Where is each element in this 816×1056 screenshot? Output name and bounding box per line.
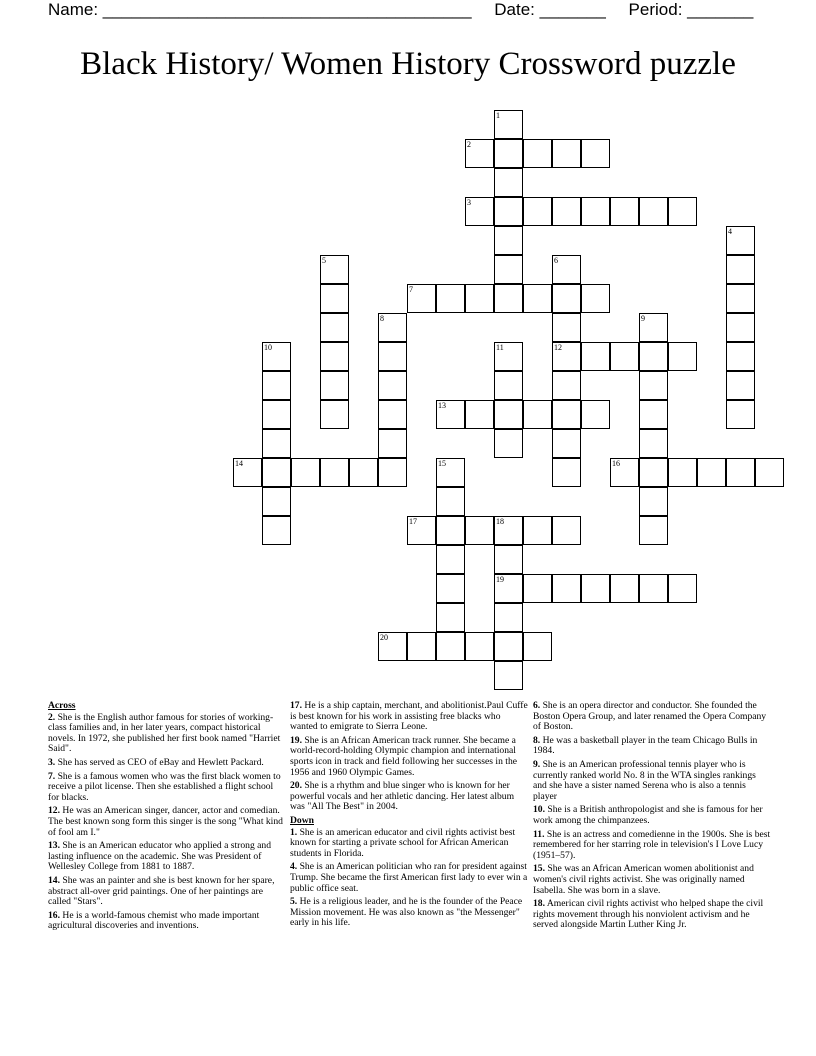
crossword-cell[interactable] (639, 429, 668, 458)
crossword-cell[interactable] (610, 197, 639, 226)
crossword-cell[interactable] (755, 458, 784, 487)
clue-num: 5. (290, 896, 298, 908)
crossword-cell[interactable] (552, 574, 581, 603)
crossword-cell[interactable] (494, 545, 523, 574)
crossword-cell[interactable] (407, 632, 436, 661)
clue-text: She has served as CEO of eBay and Hewlett Packard. (55, 756, 264, 768)
crossword-cell[interactable] (552, 400, 581, 429)
crossword-cell[interactable] (552, 139, 581, 168)
crossword-cell[interactable] (436, 516, 465, 545)
crossword-cell[interactable] (494, 371, 523, 400)
crossword-cell[interactable] (552, 516, 581, 545)
clue-text: She is an opera director and conductor. She founded the Boston Opera Group, and later renamed the Opera Company of Boston. (533, 700, 767, 733)
crossword-cell[interactable] (320, 371, 349, 400)
crossword-cell[interactable] (523, 139, 552, 168)
crossword-cell[interactable] (291, 458, 320, 487)
crossword-cell[interactable] (465, 139, 494, 168)
crossword-cell[interactable] (639, 342, 668, 371)
clue-text: She is the English author famous for stories of working-class families and, in her later years, compact historical novels. In 1972, she published her first book named "Harriet Said". (48, 711, 281, 755)
clue-num: 10. (533, 804, 545, 816)
crossword-cell[interactable] (552, 284, 581, 313)
crossword-cell[interactable] (494, 255, 523, 284)
clue-number: 3 (467, 198, 471, 207)
crossword-cell[interactable] (494, 632, 523, 661)
crossword-cell[interactable] (494, 342, 523, 371)
crossword-cell[interactable] (668, 574, 697, 603)
crossword-cell[interactable] (436, 400, 465, 429)
clue-number: 8 (380, 314, 384, 323)
clue-number: 1 (496, 111, 500, 120)
crossword-cell[interactable] (552, 313, 581, 342)
crossword-cell[interactable] (378, 371, 407, 400)
clue-text: He is a ship captain, merchant, and abolitionist.Paul Cuffe is best known for his work in assisting free blacks who wanted to emigrate to Sierra Leone. (290, 700, 528, 733)
crossword-cell[interactable] (494, 516, 523, 545)
clue-item (290, 828, 528, 860)
clue-num: 16. (48, 909, 60, 921)
clue-item (533, 701, 771, 733)
crossword-cell[interactable] (639, 574, 668, 603)
crossword-cell[interactable] (552, 458, 581, 487)
crossword-cell[interactable] (407, 284, 436, 313)
crossword-cell[interactable] (262, 487, 291, 516)
crossword-cell[interactable] (726, 458, 755, 487)
clue-number: 17 (409, 517, 417, 526)
crossword-cell[interactable] (378, 313, 407, 342)
crossword-cell[interactable] (233, 458, 262, 487)
crossword-cell[interactable] (639, 458, 668, 487)
crossword-cell[interactable] (436, 574, 465, 603)
crossword-cell[interactable] (668, 197, 697, 226)
crossword-cell[interactable] (639, 487, 668, 516)
clue-num: 4. (290, 861, 298, 873)
clue-text: She was an African American women abolitionist and women's civil rights activist. She was originally named Isabella. She was born in a slave. (533, 863, 754, 896)
crossword-cell[interactable] (378, 429, 407, 458)
crossword-cell[interactable] (262, 429, 291, 458)
crossword-cell[interactable] (378, 400, 407, 429)
clues-column-1 (48, 701, 286, 935)
crossword-cell[interactable] (262, 371, 291, 400)
clue-text: She is an American educator who applied a strong and lasting influence on the academic. She was President of Wellesley College from 1881 to 1887. (48, 840, 272, 873)
crossword-cell[interactable] (494, 574, 523, 603)
crossword-cell[interactable] (523, 632, 552, 661)
clue-num: 7. (48, 770, 56, 782)
crossword-cell[interactable] (523, 516, 552, 545)
clue-item (48, 806, 286, 838)
clue-num: 1. (290, 826, 298, 838)
clue-number: 14 (235, 459, 243, 468)
crossword-cell[interactable] (610, 342, 639, 371)
crossword-cell[interactable] (581, 284, 610, 313)
clue-num: 12. (48, 805, 60, 817)
clue-item (290, 897, 528, 929)
clue-num: 20. (290, 780, 302, 792)
crossword-cell[interactable] (320, 400, 349, 429)
crossword-cell[interactable] (494, 661, 523, 690)
crossword-cell[interactable] (668, 342, 697, 371)
crossword-cell[interactable] (320, 342, 349, 371)
crossword-cell[interactable] (726, 371, 755, 400)
period-field[interactable]: Period: _______ (628, 0, 754, 19)
crossword-cell[interactable] (523, 400, 552, 429)
clue-number: 12 (554, 343, 562, 352)
crossword-cell[interactable] (494, 226, 523, 255)
date-field[interactable]: Date: _______ (494, 0, 606, 19)
crossword-cell[interactable] (320, 458, 349, 487)
crossword-cell[interactable] (262, 516, 291, 545)
clue-text: American civil rights activist who helped shape the civil rights movement through his nonviolent activism and he served alongside Martin Luther King Jr. (533, 898, 764, 931)
crossword-cell[interactable] (610, 458, 639, 487)
clue-item (48, 713, 286, 755)
clue-text: He is a world-famous chemist who made important agricultural discoveries and inventions. (48, 909, 260, 932)
clue-num: 18. (533, 898, 545, 910)
crossword-cell[interactable] (378, 458, 407, 487)
page-title: Black History/ Women History Crossword puzzle (80, 46, 736, 82)
clue-num: 8. (533, 734, 541, 746)
clue-number: 2 (467, 140, 471, 149)
clue-number: 18 (496, 517, 504, 526)
crossword-cell[interactable] (465, 284, 494, 313)
crossword-cell[interactable] (407, 516, 436, 545)
crossword-cell[interactable] (523, 197, 552, 226)
crossword-cell[interactable] (523, 284, 552, 313)
crossword-cell[interactable] (436, 284, 465, 313)
crossword-cell[interactable] (262, 458, 291, 487)
clue-text: She was an painter and she is best known for her spare, abstract all-over grid paintings. One of her paintings are called "Stars". (48, 874, 275, 908)
clue-num: 14. (48, 874, 60, 886)
clue-text: She is an American professional tennis player who is currently ranked world No. 8 in the WTA singles rankings and she have a sister named Serena who is also a tennis player (533, 758, 756, 802)
crossword-cell[interactable] (639, 400, 668, 429)
crossword-cell[interactable] (726, 342, 755, 371)
crossword-cell[interactable] (726, 284, 755, 313)
clue-num: 6. (533, 700, 541, 711)
crossword-cell[interactable] (552, 197, 581, 226)
clue-item (48, 876, 286, 908)
clue-num: 15. (533, 863, 545, 875)
clue-item (48, 911, 286, 932)
crossword-cell[interactable] (494, 603, 523, 632)
clue-num: 19. (290, 734, 302, 746)
crossword-cell[interactable] (523, 574, 552, 603)
crossword-cell[interactable] (465, 516, 494, 545)
crossword-cell[interactable] (639, 371, 668, 400)
clue-num: 11. (533, 828, 545, 840)
clue-item (533, 736, 771, 757)
crossword-cell[interactable] (436, 487, 465, 516)
clue-text: He was an American singer, dancer, actor and comedian. The best known song form this singer is the song "What kind of fool am I." (48, 805, 283, 838)
crossword-cell[interactable] (610, 574, 639, 603)
clue-item (48, 758, 286, 769)
crossword-cell[interactable] (552, 371, 581, 400)
crossword-cell[interactable] (436, 545, 465, 574)
crossword-cell[interactable] (465, 632, 494, 661)
clue-text: He was a basketball player in the team Chicago Bulls in 1984. (533, 734, 758, 757)
crossword-cell[interactable] (320, 284, 349, 313)
clue-item (533, 805, 771, 826)
crossword-cell[interactable] (726, 313, 755, 342)
clue-number: 13 (438, 401, 446, 410)
crossword-cell[interactable] (581, 400, 610, 429)
crossword-cell[interactable] (726, 226, 755, 255)
crossword-cell[interactable] (639, 313, 668, 342)
crossword-cell[interactable] (436, 458, 465, 487)
crossword-cell[interactable] (494, 284, 523, 313)
crossword-cell[interactable] (349, 458, 378, 487)
crossword-cell[interactable] (697, 458, 726, 487)
crossword-cell[interactable] (378, 342, 407, 371)
clue-num: 13. (48, 840, 60, 852)
clue-number: 11 (496, 343, 504, 352)
clue-item (533, 830, 771, 862)
crossword-cell[interactable] (320, 313, 349, 342)
clue-num: 2. (48, 711, 56, 723)
clue-item (290, 862, 528, 894)
crossword-cell[interactable] (378, 632, 407, 661)
crossword-cell[interactable] (552, 255, 581, 284)
crossword-cell[interactable] (494, 110, 523, 139)
crossword-cell[interactable] (436, 603, 465, 632)
clue-number: 10 (264, 343, 272, 352)
crossword-cell[interactable] (262, 400, 291, 429)
clue-item (533, 899, 771, 931)
clue-text: She is a famous women who was the first black women to receive a pilot license. Then she established a flight school for blacks. (48, 770, 281, 803)
crossword-cell[interactable] (726, 400, 755, 429)
crossword-cell[interactable] (581, 342, 610, 371)
clue-number: 16 (612, 459, 620, 468)
crossword-cell[interactable] (494, 197, 523, 226)
clues-column-2 (290, 701, 528, 932)
crossword-cell[interactable] (436, 632, 465, 661)
clue-item (48, 772, 286, 804)
crossword-cell[interactable] (494, 429, 523, 458)
crossword-cell[interactable] (581, 139, 610, 168)
name-field[interactable]: Name: _______________________________________ (48, 0, 472, 19)
crossword-cell[interactable] (494, 400, 523, 429)
clue-num: 9. (533, 758, 541, 770)
crossword-cell[interactable] (465, 197, 494, 226)
clue-number: 20 (380, 633, 388, 642)
clue-number: 7 (409, 285, 413, 294)
crossword-cell[interactable] (639, 516, 668, 545)
clue-item (290, 701, 528, 733)
clue-num: 17. (290, 700, 302, 711)
crossword-cell[interactable] (581, 197, 610, 226)
clue-item (533, 760, 771, 802)
clue-text: She is an American politician who ran for president against Trump. She became the first American first lady to ever win a public office seat. (290, 861, 528, 894)
clue-number: 4 (728, 227, 732, 236)
clue-item (533, 864, 771, 896)
clue-number: 5 (322, 256, 326, 265)
clue-number: 6 (554, 256, 558, 265)
crossword-cell[interactable] (639, 197, 668, 226)
crossword-cell[interactable] (465, 400, 494, 429)
clue-text: She is an actress and comedienne in the 1900s. She is best remembered for her starring role in television's I Love Lucy (1951–57). (533, 828, 771, 861)
crossword-cell[interactable] (320, 255, 349, 284)
clue-text: She is an american educator and civil rights activist best known for starting a private school for African American students in Florida. (290, 826, 516, 859)
crossword-cell[interactable] (668, 458, 697, 487)
clue-text: He is a religious leader, and he is the founder of the Peace Mission movement. He was also known as "the Messenger" early in his life. (290, 896, 523, 929)
clue-number: 9 (641, 314, 645, 323)
clue-number: 19 (496, 575, 504, 584)
clue-num: 3. (48, 756, 56, 768)
clue-text: She is a rhythm and blue singer who is known for her powerful vocals and her athletic dancing. Her latest album was "All The Best" in 2004. (290, 780, 515, 813)
crossword-cell[interactable] (494, 168, 523, 197)
clue-item (290, 781, 528, 813)
down-heading: Down (290, 814, 314, 826)
crossword-cell[interactable] (552, 429, 581, 458)
crossword-cell[interactable] (726, 255, 755, 284)
crossword-cell[interactable] (581, 574, 610, 603)
crossword-cell[interactable] (552, 342, 581, 371)
crossword-cell[interactable] (494, 139, 523, 168)
clue-number: 15 (438, 459, 446, 468)
clue-text: She is a British anthropologist and she is famous for her work among the chimpanzees. (533, 804, 763, 826)
clue-item (290, 736, 528, 778)
crossword-cell[interactable] (262, 342, 291, 371)
clues-column-3 (533, 701, 771, 934)
clue-text: She is an African American track runner. She became a world-record-holding Olympic champion and international sports icon in track and field following her successes in the 1956 and 1960 Olympic Games. (290, 734, 517, 778)
clue-item (48, 841, 286, 873)
across-heading: Across (48, 700, 76, 711)
